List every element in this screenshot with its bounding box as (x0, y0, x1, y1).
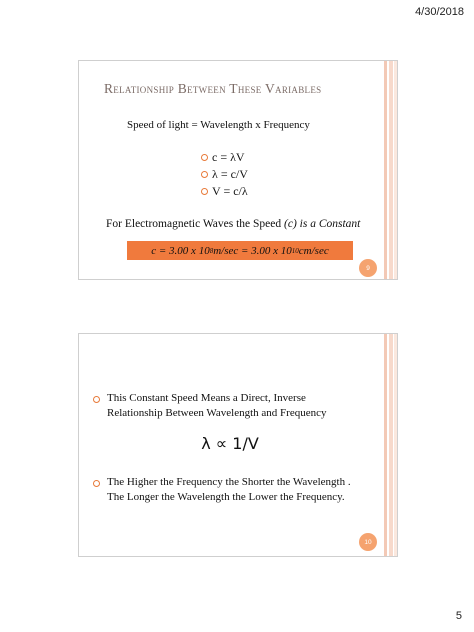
proportionality-formula: λ ∝ 1/V (201, 434, 259, 453)
slide-number-badge: 9 (359, 259, 377, 277)
decorative-stripe (394, 61, 397, 279)
equation-item (201, 150, 245, 165)
equation-item (201, 184, 248, 199)
bullet-icon (93, 396, 100, 403)
constant-statement-italic: (c) is a Constant (284, 218, 361, 230)
slide-subtitle: Speed of light = Wavelength x Frequency (127, 119, 310, 131)
exponent: 10 (291, 246, 299, 255)
constant-value-part: m/sec = 3.00 x 10 (213, 244, 292, 257)
exponent: 8 (209, 246, 214, 255)
slide-title: Relationship Between These Variables (104, 81, 322, 96)
bullet-paragraph (93, 475, 363, 504)
bullet-icon (201, 188, 208, 195)
constant-statement-text: For Electromagnetic Waves the Speed (106, 218, 285, 230)
decorative-stripe (389, 61, 393, 279)
decorative-stripe (394, 334, 397, 556)
decorative-stripe (389, 334, 393, 556)
speed-of-light-value-box (127, 241, 353, 260)
bullet-paragraph (93, 391, 363, 420)
equation-text: V = c/λ (212, 184, 248, 198)
slide-thumbnail-10 (78, 333, 398, 557)
bullet-icon (201, 171, 208, 178)
bullet-icon (201, 154, 208, 161)
constant-value-part: cm/sec (298, 244, 329, 257)
bullet-text: This Constant Speed Means a Direct, Inverse Relationship Between Wavelength and Frequency (107, 392, 327, 419)
equation-text: c = λV (212, 150, 245, 164)
slide-thumbnail-9 (78, 60, 398, 280)
bullet-icon (93, 480, 100, 487)
decorative-stripe (384, 334, 387, 556)
page-number: 5 (455, 610, 462, 622)
bullet-text: The Higher the Frequency the Shorter the Wavelength . The Longer the Wavelength the Lower the Frequency. (107, 476, 351, 503)
constant-statement (106, 218, 360, 230)
equation-item (201, 167, 248, 182)
equation-text: λ = c/V (212, 167, 248, 181)
print-date: 4/30/2018 (415, 6, 464, 18)
constant-value-part: c = 3.00 x 10 (151, 244, 210, 257)
decorative-stripe (384, 61, 387, 279)
slide-number-badge: 10 (359, 533, 377, 551)
